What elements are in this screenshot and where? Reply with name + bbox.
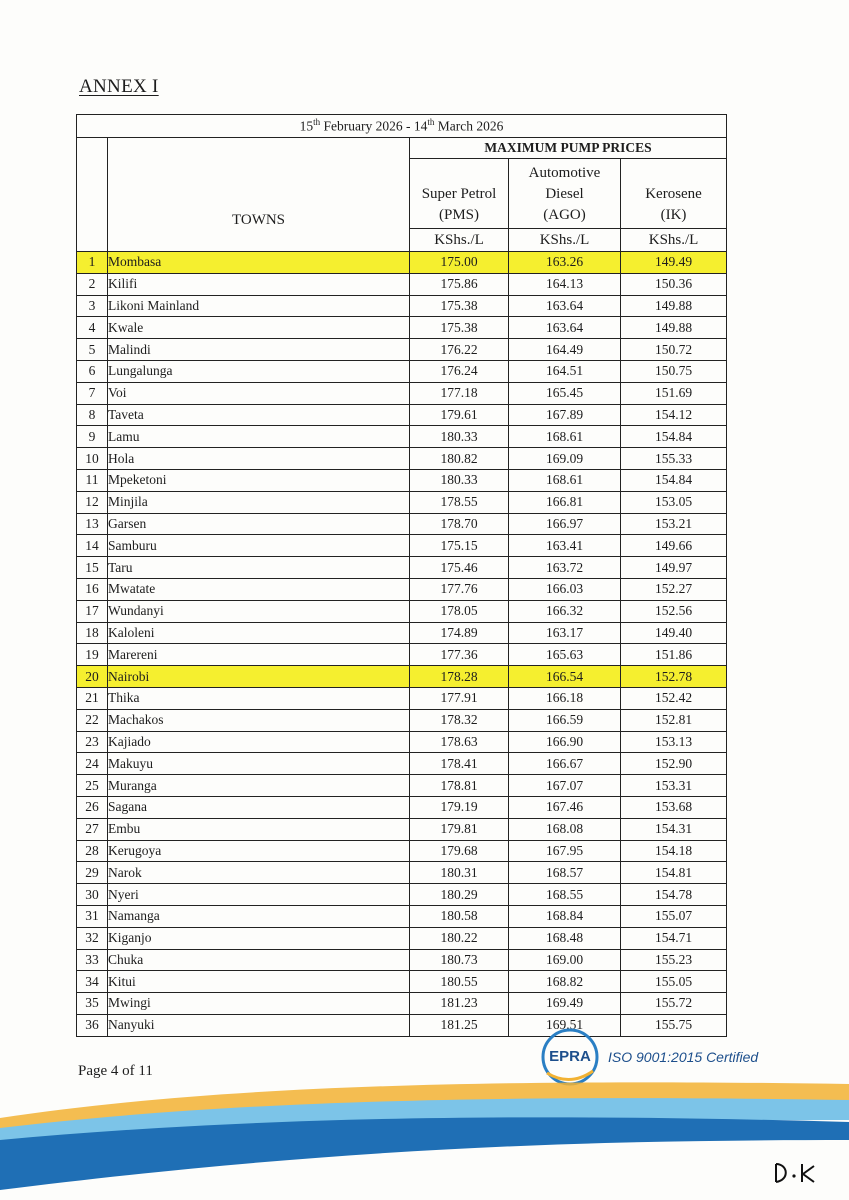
town-name: Embu: [108, 818, 410, 840]
ik-price: 154.84: [621, 426, 727, 448]
ago-price: 166.18: [509, 687, 621, 709]
pms-price: 175.46: [410, 557, 509, 579]
pms-price: 178.70: [410, 513, 509, 535]
pms-price: 174.89: [410, 622, 509, 644]
ago-price: 163.17: [509, 622, 621, 644]
row-number: 33: [77, 949, 108, 971]
row-number: 28: [77, 840, 108, 862]
table-row: [77, 622, 727, 644]
ik-price: 152.56: [621, 600, 727, 622]
row-number: 29: [77, 862, 108, 884]
ik-price: 149.66: [621, 535, 727, 557]
pms-price: 180.29: [410, 884, 509, 906]
pms-price: 180.55: [410, 971, 509, 993]
pms-price: 178.28: [410, 666, 509, 688]
ik-price: 150.36: [621, 273, 727, 295]
ik-price: 155.33: [621, 448, 727, 470]
row-number: 10: [77, 448, 108, 470]
ik-price: 154.31: [621, 818, 727, 840]
row-number: 9: [77, 426, 108, 448]
table-row: [77, 469, 727, 491]
ago-price: 168.82: [509, 971, 621, 993]
ago-price: 169.09: [509, 448, 621, 470]
ik-price: 152.90: [621, 753, 727, 775]
town-name: Wundanyi: [108, 600, 410, 622]
ik-price: 149.88: [621, 295, 727, 317]
period-header: 15th February 2026 - 14th March 2026: [77, 115, 727, 138]
ago-price: 168.61: [509, 426, 621, 448]
pms-price: 179.61: [410, 404, 509, 426]
table-row: [77, 884, 727, 906]
ago-price: 167.46: [509, 796, 621, 818]
ago-price: 167.95: [509, 840, 621, 862]
ik-price: 151.86: [621, 644, 727, 666]
table-row: [77, 753, 727, 775]
pms-price: 176.22: [410, 339, 509, 361]
row-number: 16: [77, 578, 108, 600]
ik-price: 154.12: [621, 404, 727, 426]
town-name: Sagana: [108, 796, 410, 818]
ik-price: 155.23: [621, 949, 727, 971]
ago-price: 165.63: [509, 644, 621, 666]
ago-unit: KShs./L: [509, 229, 621, 252]
row-number: 8: [77, 404, 108, 426]
table-row: [77, 927, 727, 949]
ik-price: 154.78: [621, 884, 727, 906]
town-name: Lungalunga: [108, 360, 410, 382]
pms-price: 178.32: [410, 709, 509, 731]
pms-price: 177.18: [410, 382, 509, 404]
ik-unit: KShs./L: [621, 229, 727, 252]
town-name: Garsen: [108, 513, 410, 535]
ik-price: 149.40: [621, 622, 727, 644]
pms-price: 176.24: [410, 360, 509, 382]
ik-price: 152.81: [621, 709, 727, 731]
ago-price: 169.00: [509, 949, 621, 971]
ik-price: 152.27: [621, 578, 727, 600]
town-name: Nairobi: [108, 666, 410, 688]
epra-logo-text: EPRA: [549, 1048, 591, 1065]
ago-price: 166.32: [509, 600, 621, 622]
price-table: [76, 114, 727, 1037]
row-number: 30: [77, 884, 108, 906]
town-name: Mwatate: [108, 578, 410, 600]
ago-price: 166.54: [509, 666, 621, 688]
ik-price: 149.97: [621, 557, 727, 579]
ago-price: 168.61: [509, 469, 621, 491]
pms-price: 177.91: [410, 687, 509, 709]
ik-price: 154.84: [621, 469, 727, 491]
table-row: [77, 949, 727, 971]
town-name: Kiganjo: [108, 927, 410, 949]
ik-price: 154.81: [621, 862, 727, 884]
table-row: [77, 404, 727, 426]
town-name: Makuyu: [108, 753, 410, 775]
ik-price: 152.42: [621, 687, 727, 709]
row-number: 27: [77, 818, 108, 840]
town-name: Mombasa: [108, 252, 410, 274]
town-name: Thika: [108, 687, 410, 709]
table-row: [77, 360, 727, 382]
town-name: Lamu: [108, 426, 410, 448]
ago-price: 166.59: [509, 709, 621, 731]
table-row: [77, 295, 727, 317]
town-name: Likoni Mainland: [108, 295, 410, 317]
table-row: [77, 513, 727, 535]
row-number: 1: [77, 252, 108, 274]
town-name: Hola: [108, 448, 410, 470]
ago-price: 168.08: [509, 818, 621, 840]
table-row: [77, 818, 727, 840]
ik-price: 155.05: [621, 971, 727, 993]
town-name: Nanyuki: [108, 1014, 410, 1036]
row-number: 13: [77, 513, 108, 535]
ago-price: 163.72: [509, 557, 621, 579]
page-number: Page 4 of 11: [78, 1063, 153, 1079]
ik-price: 154.71: [621, 927, 727, 949]
table-row: [77, 317, 727, 339]
ik-header: Kerosene (IK): [621, 159, 727, 229]
ago-price: 168.84: [509, 905, 621, 927]
table-row: [77, 666, 727, 688]
row-number: 19: [77, 644, 108, 666]
ago-price: 165.45: [509, 382, 621, 404]
pms-header: Super Petrol (PMS): [410, 159, 509, 229]
pms-price: 180.33: [410, 426, 509, 448]
ago-price: 164.13: [509, 273, 621, 295]
ago-price: 163.41: [509, 535, 621, 557]
pms-price: 180.33: [410, 469, 509, 491]
ik-price: 152.78: [621, 666, 727, 688]
town-name: Narok: [108, 862, 410, 884]
ago-price: 164.49: [509, 339, 621, 361]
pms-price: 175.15: [410, 535, 509, 557]
pms-price: 181.23: [410, 993, 509, 1015]
pms-price: 175.38: [410, 317, 509, 339]
town-name: Voi: [108, 382, 410, 404]
ago-price: 167.07: [509, 775, 621, 797]
row-number: 25: [77, 775, 108, 797]
ago-price: 166.67: [509, 753, 621, 775]
pms-price: 178.81: [410, 775, 509, 797]
town-name: Chuka: [108, 949, 410, 971]
table-row: [77, 426, 727, 448]
ik-price: 149.88: [621, 317, 727, 339]
ik-price: 154.18: [621, 840, 727, 862]
ik-price: 149.49: [621, 252, 727, 274]
row-number: 17: [77, 600, 108, 622]
table-row: [77, 644, 727, 666]
pms-price: 180.31: [410, 862, 509, 884]
row-number: 23: [77, 731, 108, 753]
table-row: [77, 273, 727, 295]
pms-price: 177.36: [410, 644, 509, 666]
row-number: 3: [77, 295, 108, 317]
row-number: 2: [77, 273, 108, 295]
town-name: Kwale: [108, 317, 410, 339]
ik-price: 153.05: [621, 491, 727, 513]
row-number: 21: [77, 687, 108, 709]
ago-price: 168.57: [509, 862, 621, 884]
pms-price: 175.00: [410, 252, 509, 274]
row-number: 35: [77, 993, 108, 1015]
ago-price: 164.51: [509, 360, 621, 382]
row-number: 4: [77, 317, 108, 339]
pms-price: 181.25: [410, 1014, 509, 1036]
table-row: [77, 535, 727, 557]
town-name: Muranga: [108, 775, 410, 797]
town-name: Machakos: [108, 709, 410, 731]
table-row: [77, 600, 727, 622]
ik-price: 151.69: [621, 382, 727, 404]
pms-price: 180.82: [410, 448, 509, 470]
town-name: Kajiado: [108, 731, 410, 753]
town-name: Kitui: [108, 971, 410, 993]
row-number: 31: [77, 905, 108, 927]
table-row: [77, 840, 727, 862]
ik-price: 153.31: [621, 775, 727, 797]
town-name: Taru: [108, 557, 410, 579]
table-row: [77, 731, 727, 753]
row-number: 12: [77, 491, 108, 513]
table-row: [77, 339, 727, 361]
table-row: [77, 252, 727, 274]
ik-price: 155.72: [621, 993, 727, 1015]
table-row: [77, 775, 727, 797]
table-row: [77, 971, 727, 993]
table-row: [77, 993, 727, 1015]
row-number: 24: [77, 753, 108, 775]
town-name: Marereni: [108, 644, 410, 666]
table-row: [77, 578, 727, 600]
table-row: [77, 382, 727, 404]
ik-price: 155.75: [621, 1014, 727, 1036]
ago-price: 166.81: [509, 491, 621, 513]
pms-price: 177.76: [410, 578, 509, 600]
row-number: 11: [77, 469, 108, 491]
town-name: Kerugoya: [108, 840, 410, 862]
pms-unit: KShs./L: [410, 229, 509, 252]
pms-price: 179.68: [410, 840, 509, 862]
ago-price: 166.90: [509, 731, 621, 753]
row-number: 6: [77, 360, 108, 382]
pms-price: 180.58: [410, 905, 509, 927]
town-name: Namanga: [108, 905, 410, 927]
ago-price: 163.26: [509, 252, 621, 274]
town-name: Kaloleni: [108, 622, 410, 644]
pms-price: 175.86: [410, 273, 509, 295]
pms-price: 175.38: [410, 295, 509, 317]
pms-price: 178.41: [410, 753, 509, 775]
ago-price: 168.55: [509, 884, 621, 906]
row-number: 22: [77, 709, 108, 731]
pms-price: 179.81: [410, 818, 509, 840]
ik-price: 153.13: [621, 731, 727, 753]
number-column-header: [77, 138, 108, 252]
ago-price: 169.51: [509, 1014, 621, 1036]
row-number: 14: [77, 535, 108, 557]
pms-price: 178.63: [410, 731, 509, 753]
pms-price: 178.05: [410, 600, 509, 622]
max-prices-header: MAXIMUM PUMP PRICES: [410, 138, 727, 159]
ago-price: 168.48: [509, 927, 621, 949]
pms-price: 180.22: [410, 927, 509, 949]
ik-price: 153.21: [621, 513, 727, 535]
table-row: [77, 687, 727, 709]
town-name: Samburu: [108, 535, 410, 557]
row-number: 7: [77, 382, 108, 404]
footer-wave-decoration: [0, 1078, 849, 1200]
ago-price: 166.97: [509, 513, 621, 535]
town-name: Malindi: [108, 339, 410, 361]
table-row: [77, 448, 727, 470]
iso-certification: ISO 9001:2015 Certified: [608, 1049, 759, 1065]
table-row: [77, 905, 727, 927]
row-number: 26: [77, 796, 108, 818]
town-name: Taveta: [108, 404, 410, 426]
pms-price: 180.73: [410, 949, 509, 971]
town-name: Kilifi: [108, 273, 410, 295]
town-name: Minjila: [108, 491, 410, 513]
pms-price: 179.19: [410, 796, 509, 818]
row-number: 15: [77, 557, 108, 579]
row-number: 32: [77, 927, 108, 949]
town-name: Mpeketoni: [108, 469, 410, 491]
ago-price: 163.64: [509, 295, 621, 317]
ago-header: Automotive Diesel (AGO): [509, 159, 621, 229]
ago-price: 169.49: [509, 993, 621, 1015]
row-number: 18: [77, 622, 108, 644]
town-name: Nyeri: [108, 884, 410, 906]
row-number: 20: [77, 666, 108, 688]
annex-title: ANNEX I: [79, 76, 159, 97]
pms-price: 178.55: [410, 491, 509, 513]
table-row: [77, 862, 727, 884]
ik-price: 153.68: [621, 796, 727, 818]
ago-price: 163.64: [509, 317, 621, 339]
ago-price: 166.03: [509, 578, 621, 600]
handwritten-initials: [770, 1158, 820, 1186]
ik-price: 150.72: [621, 339, 727, 361]
table-row: [77, 491, 727, 513]
ik-price: 155.07: [621, 905, 727, 927]
ago-price: 167.89: [509, 404, 621, 426]
table-row: [77, 796, 727, 818]
ik-price: 150.75: [621, 360, 727, 382]
row-number: 34: [77, 971, 108, 993]
table-row: [77, 709, 727, 731]
table-row: [77, 557, 727, 579]
row-number: 5: [77, 339, 108, 361]
towns-header: TOWNS: [108, 138, 410, 252]
town-name: Mwingi: [108, 993, 410, 1015]
row-number: 36: [77, 1014, 108, 1036]
